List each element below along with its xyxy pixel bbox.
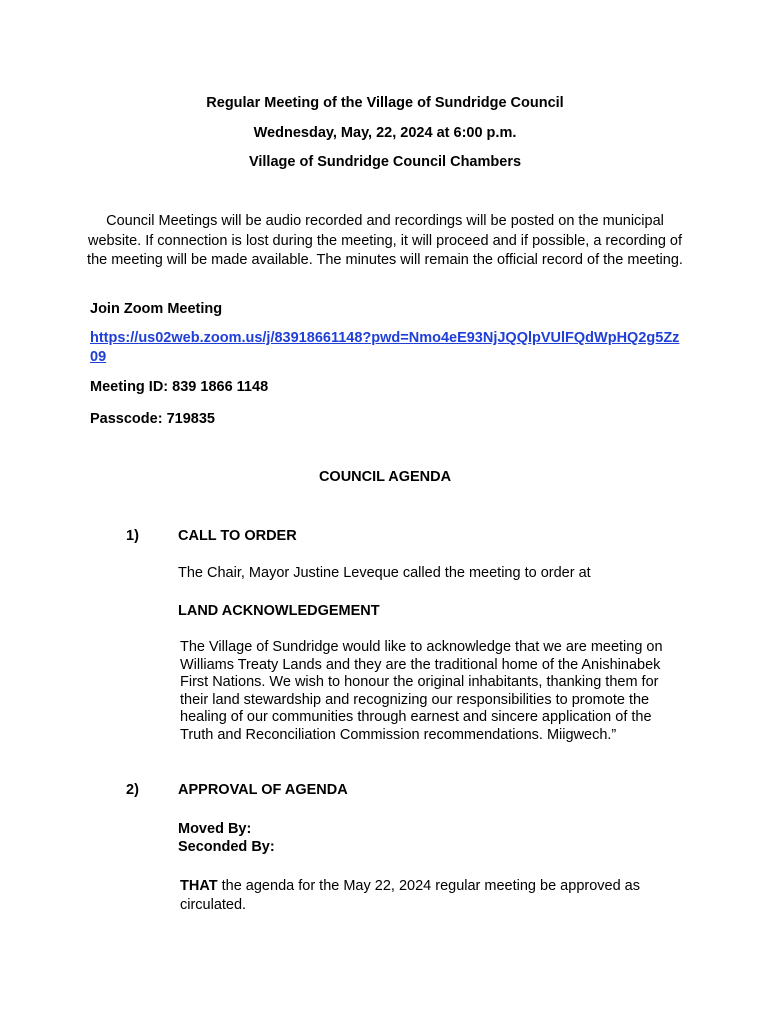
agenda-title: COUNCIL AGENDA xyxy=(318,469,452,485)
seconded-by-label: Seconded By: xyxy=(178,839,275,855)
meeting-location: Village of Sundridge Council Chambers xyxy=(248,154,522,170)
land-acknowledgement-heading: LAND ACKNOWLEDGEMENT xyxy=(178,603,380,619)
item-heading-call-to-order: CALL TO ORDER xyxy=(178,528,297,544)
item-number: 2) xyxy=(126,782,139,798)
meeting-id: Meeting ID: 839 1866 1148 xyxy=(90,379,269,395)
item-heading-approval-of-agenda: APPROVAL OF AGENDA xyxy=(178,782,348,798)
motion-keyword: THAT xyxy=(180,878,218,894)
motion-text: the agenda for the May 22, 2024 regular meeting be approved as circulated. xyxy=(180,878,640,913)
passcode: Passcode: 719835 xyxy=(90,411,215,427)
moved-by-label: Moved By: xyxy=(178,821,252,837)
zoom-link[interactable]: https://us02web.zoom.us/j/83918661148?pwd=Nmo4eE93NjJQQlpVUlFQdWpHQ2g5Zz09 xyxy=(90,330,680,365)
meeting-date: Wednesday, May, 22, 2024 at 6:00 p.m. xyxy=(253,125,517,141)
call-to-order-text: The Chair, Mayor Justine Leveque called the meeting to order at xyxy=(178,565,591,581)
meeting-title: Regular Meeting of the Village of Sundridge Council xyxy=(206,95,564,111)
approval-motion xyxy=(180,877,680,915)
item-number: 1) xyxy=(126,528,139,544)
land-acknowledgement-text: The Village of Sundridge would like to acknowledge that we are meeting on Williams Treaty Lands and they are the traditional home of the Anishinabek First Nations. We wish to honour the original inhabitants, thanking them for their land stewardship and recognizing our responsibilities to promote the healing of our communities through earnest and sincere application of the Truth and Reconciliation Commission recommendations. Miigwech.” xyxy=(180,639,663,743)
zoom-link-container xyxy=(90,329,680,367)
zoom-heading: Join Zoom Meeting xyxy=(90,301,223,317)
recording-notice: Council Meetings will be audio recorded and recordings will be posted on the municipal website. If connection is lost during the meeting, it will proceed and if possible, a recording of the meeting will be made available. The minutes will remain the official record of the meeting. xyxy=(87,213,683,268)
